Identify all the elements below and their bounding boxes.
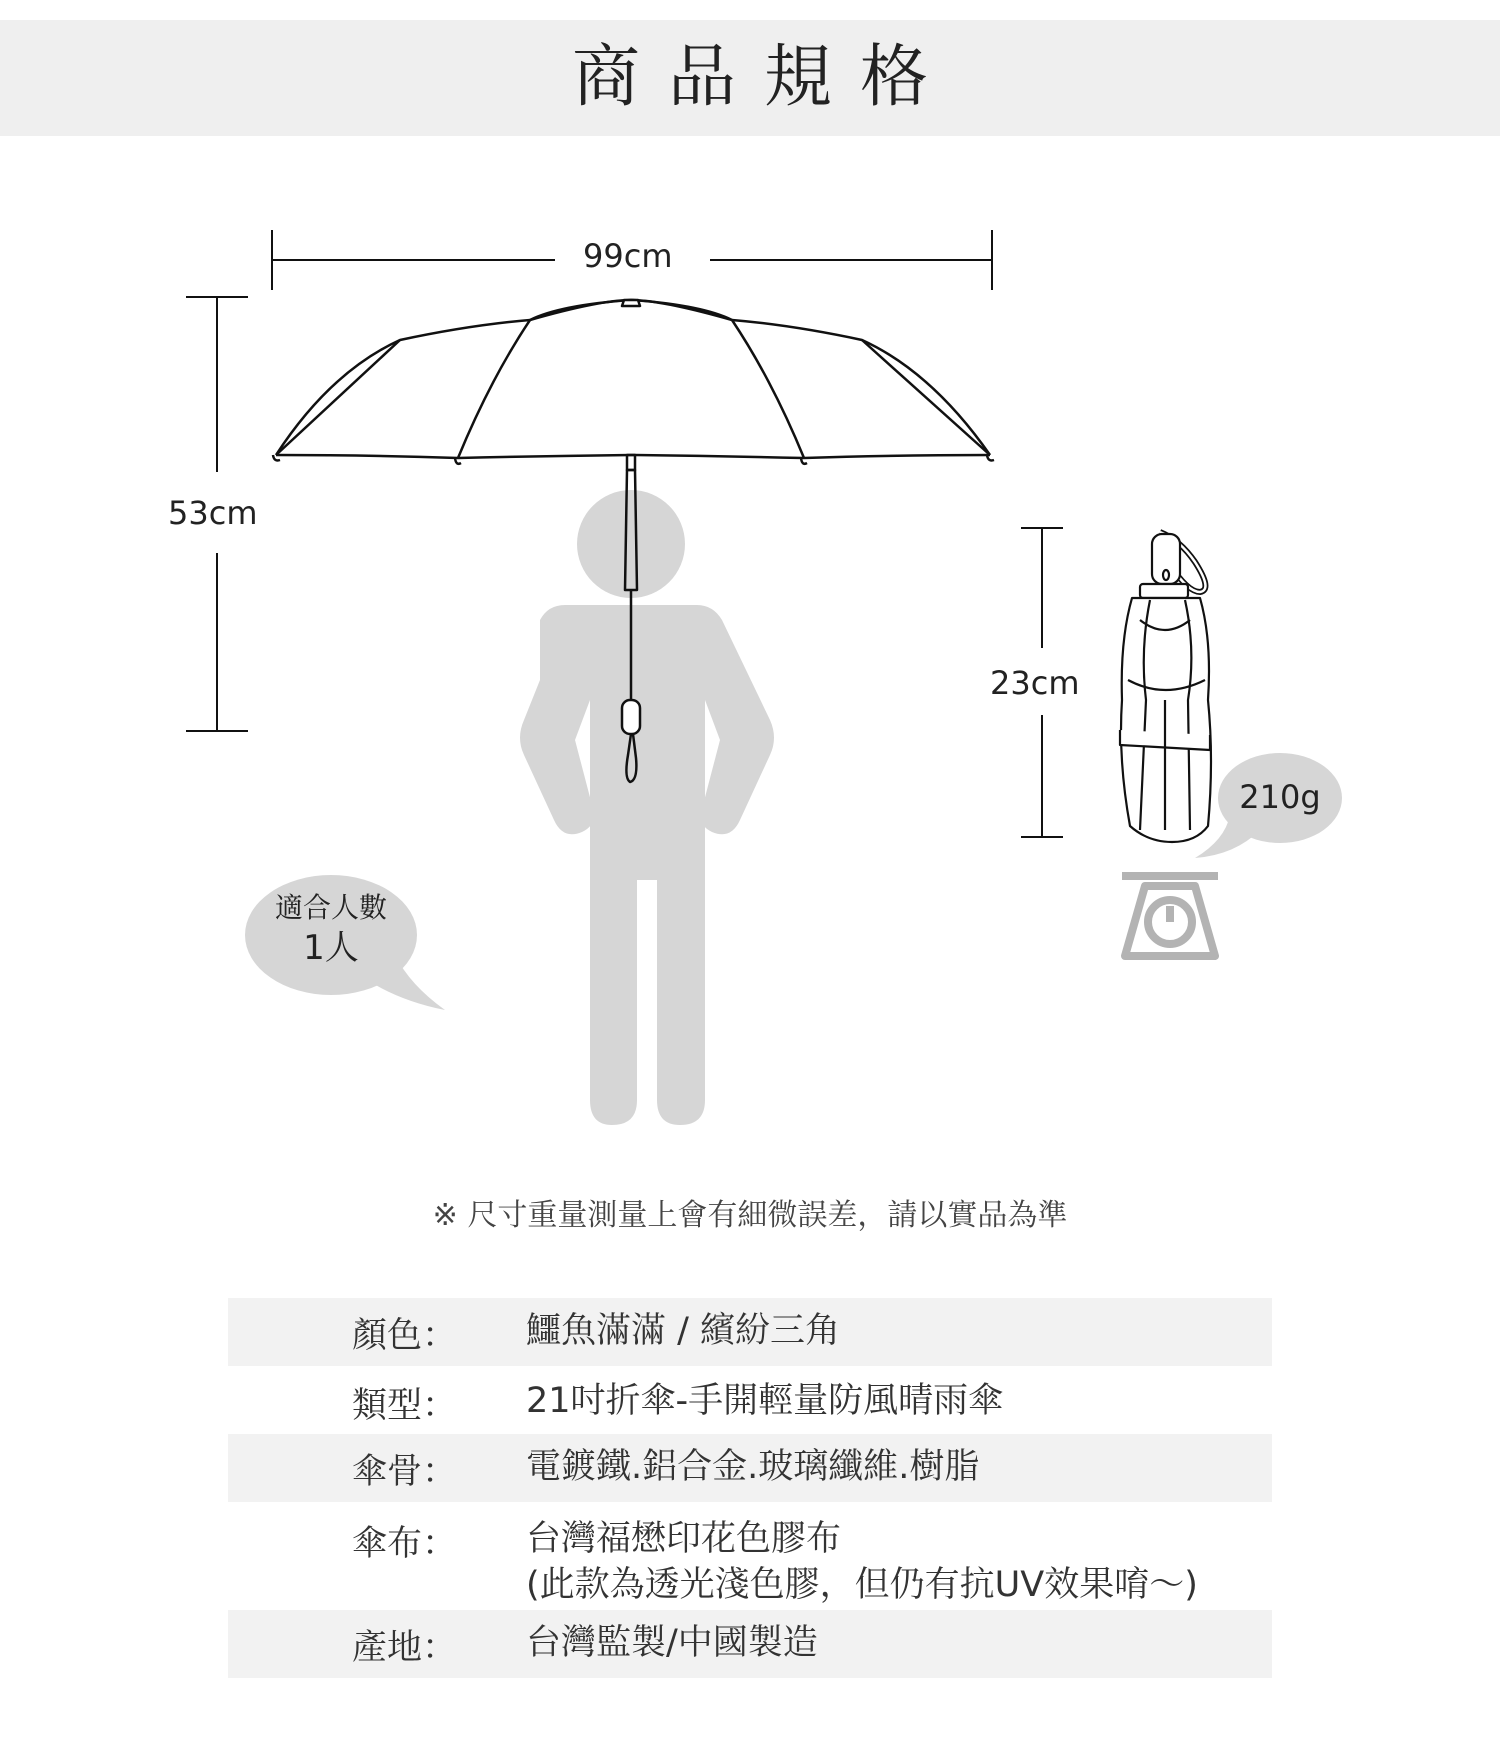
spec-value-line: 21吋折傘-手開輕量防風晴雨傘 — [526, 1381, 1004, 1421]
folded-length-label: 23cm — [984, 663, 1085, 703]
spec-row-origin — [228, 1610, 1272, 1678]
person-silhouette-icon — [520, 490, 774, 1125]
spec-row-frame — [228, 1434, 1272, 1502]
spec-value-line: 電鍍鐵.鋁合金.玻璃纖維.樹脂 — [526, 1447, 980, 1487]
spec-row-fabric — [228, 1502, 1272, 1610]
umbrella-folded-icon — [1120, 532, 1211, 842]
spec-value — [526, 1444, 1272, 1490]
width-label: 99cm — [577, 236, 678, 276]
spec-row-type — [228, 1366, 1272, 1434]
height-label: 53cm — [162, 493, 263, 533]
capacity-value: 1人 — [303, 928, 359, 968]
spec-value — [526, 1516, 1272, 1608]
measurement-note: ※ 尺寸重量測量上會有細微誤差，請以實品為準 — [432, 1198, 1068, 1233]
spec-label: 產地： — [352, 1628, 458, 1668]
capacity-label — [248, 890, 414, 970]
spec-value — [526, 1308, 1272, 1354]
spec-value-line: 鱷魚滿滿 / 繽紛三角 — [526, 1311, 841, 1351]
spec-value — [526, 1620, 1272, 1666]
spec-value-line: (此款為透光淺色膠，但仍有抗UV效果唷～) — [526, 1565, 1198, 1605]
spec-value-line: 台灣監製/中國製造 — [526, 1623, 818, 1663]
spec-label: 傘骨： — [352, 1452, 458, 1492]
spec-table — [228, 1298, 1272, 1678]
page-title: 商品規格 — [571, 38, 956, 117]
spec-label: 顏色： — [352, 1316, 458, 1356]
capacity-title: 適合人數 — [274, 891, 387, 924]
spec-row-color — [228, 1298, 1272, 1366]
spec-value-line: 台灣福懋印花色膠布 — [526, 1519, 842, 1559]
weight-label: 210g — [1239, 778, 1321, 816]
spec-value — [526, 1378, 1272, 1424]
spec-label: 傘布： — [352, 1524, 458, 1564]
scale-icon — [1122, 876, 1218, 956]
spec-label: 類型： — [352, 1386, 458, 1426]
